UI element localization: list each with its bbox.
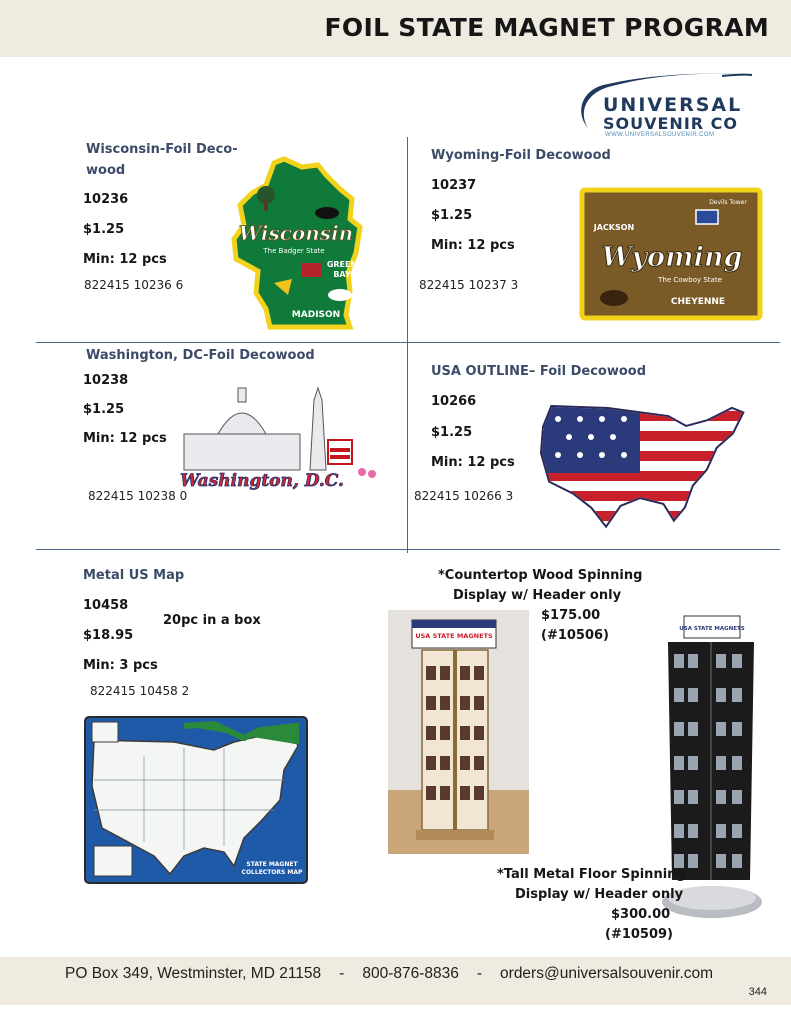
usa-outline-min: Min: 12 pcs — [431, 455, 515, 470]
grid-divider-vertical — [407, 137, 408, 553]
countertop-header-sign: USA STATE MAGNETS — [415, 632, 493, 640]
wyoming-art-city1: JACKSON — [593, 223, 635, 232]
washington-min: Min: 12 pcs — [83, 431, 167, 446]
metal-map-price: $18.95 — [83, 628, 134, 643]
wisconsin-name-line2: wood — [86, 163, 126, 178]
floor-display-price: $300.00 — [611, 907, 671, 922]
footer-separator: - — [476, 965, 483, 982]
washington-name: Washington, DC-Foil Decowood — [86, 348, 315, 363]
footer-contact — [65, 965, 713, 983]
wyoming-sku: 10237 — [431, 178, 477, 193]
footer-separator: - — [339, 965, 345, 982]
countertop-display-code: (#10506) — [541, 628, 610, 643]
washington-sku: 10238 — [83, 373, 129, 388]
wisconsin-upc: 822415 10236 6 — [84, 278, 184, 292]
wisconsin-price: $1.25 — [83, 222, 125, 237]
metal-map-sku: 10458 — [83, 598, 129, 613]
wisconsin-name-line1: Wisconsin-Foil Deco- — [86, 142, 238, 157]
page-title: FOIL STATE MAGNET PROGRAM — [324, 13, 769, 42]
countertop-display-line2: Display w/ Header only — [453, 588, 622, 603]
usa-outline-name: USA OUTLINE– Foil Decowood — [431, 364, 647, 379]
wisconsin-sku: 10236 — [83, 192, 129, 207]
wyoming-upc: 822415 10237 3 — [419, 278, 519, 292]
wyoming-min: Min: 12 pcs — [431, 238, 515, 253]
metal-map-min: Min: 3 pcs — [83, 658, 158, 673]
countertop-display-price: $175.00 — [541, 608, 601, 623]
countertop-display-line1: *Countertop Wood Spinning — [438, 568, 643, 583]
metal-map-art-caption1: STATE MAGNET — [246, 861, 298, 868]
metal-map-upc: 822415 10458 2 — [90, 684, 190, 698]
metal-map-note: 20pc in a box — [163, 613, 261, 628]
universal-souvenir-logo — [572, 70, 757, 142]
floor-display-line1: *Tall Metal Floor Spinning — [497, 867, 686, 882]
footer-address: PO Box 349, Westminster, MD 21158 — [65, 965, 322, 982]
floor-display-line2: Display w/ Header only — [515, 887, 684, 902]
wyoming-price: $1.25 — [431, 208, 473, 223]
usa-outline-price: $1.25 — [431, 425, 473, 440]
wisconsin-min: Min: 12 pcs — [83, 252, 167, 267]
wisconsin-art-title: Wisconsin — [238, 221, 354, 245]
metal-us-map-image — [84, 716, 308, 884]
floor-display-code: (#10509) — [605, 927, 674, 942]
page-number: 344 — [748, 986, 767, 998]
logo-line2: SOUVENIR CO — [603, 114, 739, 133]
floor-header-sign: USA STATE MAGNETS — [679, 626, 745, 632]
metal-map-art-caption2: COLLECTORS MAP — [241, 869, 303, 876]
wisconsin-magnet-image — [222, 155, 370, 335]
countertop-display-image — [388, 610, 529, 854]
wisconsin-art-city2: BAY — [333, 270, 351, 279]
logo-url: WWW.UNIVERSALSOUVENIR.COM — [605, 132, 715, 138]
grid-divider-row1 — [36, 342, 780, 343]
washington-art-title: Washington, D.C. — [180, 471, 344, 491]
wyoming-name: Wyoming-Foil Decowood — [431, 148, 611, 163]
wyoming-art-landmark: Devils Tower — [709, 199, 747, 206]
wisconsin-art-capital: MADISON — [291, 310, 341, 320]
metal-map-name: Metal US Map — [83, 568, 185, 583]
washington-magnet-image — [172, 382, 386, 494]
washington-price: $1.25 — [83, 402, 125, 417]
washington-upc: 822415 10238 0 — [88, 489, 188, 503]
grid-divider-row2 — [36, 549, 780, 550]
usa-flag-magnet-image — [536, 397, 748, 535]
logo-line1: UNIVERSAL — [603, 94, 743, 116]
footer-email[interactable]: orders@universalsouvenir.com — [500, 965, 714, 982]
usa-outline-upc: 822415 10266 3 — [414, 489, 514, 503]
wyoming-art-subtitle: The Cowboy State — [658, 276, 722, 284]
wyoming-art-capital: CHEYENNE — [670, 297, 726, 307]
wyoming-magnet-image — [578, 186, 764, 322]
usa-outline-sku: 10266 — [431, 394, 477, 409]
footer-phone: 800-876-8836 — [362, 965, 459, 982]
wisconsin-art-subtitle: The Badger State — [263, 247, 325, 255]
wisconsin-art-city1: GREEN — [326, 260, 358, 269]
wyoming-art-title: Wyoming — [601, 242, 743, 273]
